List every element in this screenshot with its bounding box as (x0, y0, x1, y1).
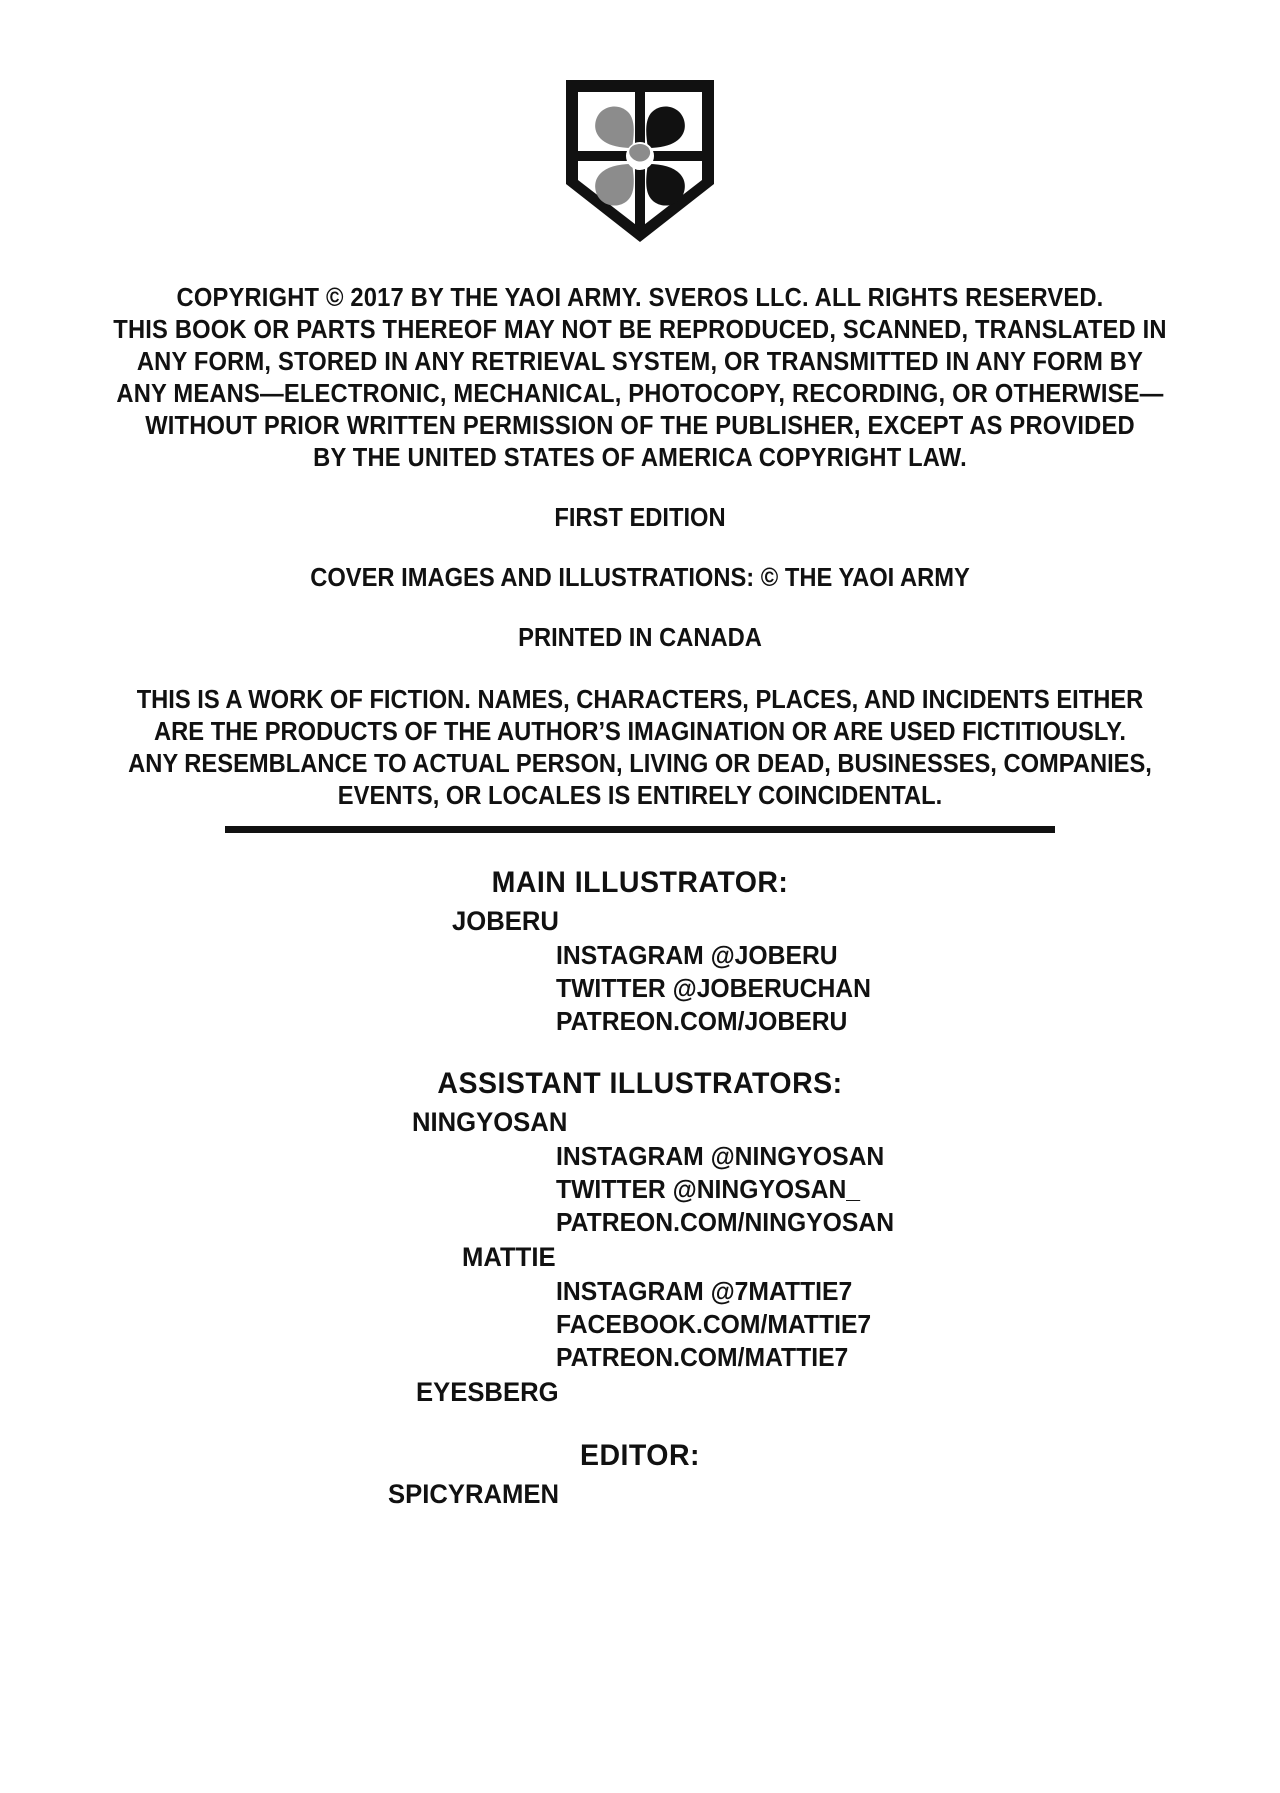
shield-clover-logo-icon (562, 76, 718, 246)
credit-handle[interactable]: TWITTER @NINGYOSAN_ (556, 1174, 861, 1204)
credit-person-name: JOBERU (452, 906, 559, 936)
edition-statement: FIRST EDITION (554, 504, 726, 532)
credits-section (0, 863, 1280, 1512)
credit-handle[interactable]: TWITTER @JOBERUCHAN (556, 973, 871, 1003)
credit-person-name: SPICYRAMEN (388, 1479, 560, 1509)
credit-handle[interactable]: INSTAGRAM @7MATTIE7 (556, 1276, 853, 1306)
copyright-line: THIS BOOK OR PARTS THEREOF MAY NOT BE REPRODUCED, SCANNED, TRANSLATED IN (113, 316, 1167, 344)
copyright-line: ANY FORM, STORED IN ANY RETRIEVAL SYSTEM, OR TRANSMITTED IN ANY FORM BY (136, 348, 1144, 376)
credit-person-name: MATTIE (462, 1242, 556, 1272)
credits-heading-assistant-illustrators: ASSISTANT ILLUSTRATORS: (437, 1067, 843, 1100)
section-divider (225, 826, 1055, 833)
credit-handle[interactable]: INSTAGRAM @JOBERU (556, 940, 838, 970)
cover-credit: COVER IMAGES AND ILLUSTRATIONS: © THE YAOI ARMY (310, 564, 970, 592)
credit-person-name: NINGYOSAN (412, 1107, 568, 1137)
credit-handle[interactable]: PATREON.COM/NINGYOSAN (556, 1207, 895, 1237)
publisher-logo-container (0, 0, 1280, 246)
copyright-line: BY THE UNITED STATES OF AMERICA COPYRIGHT LAW. (313, 444, 967, 472)
credits-heading-main-illustrator: MAIN ILLUSTRATOR: (491, 866, 789, 899)
disclaimer-line: EVENTS, OR LOCALES IS ENTIRELY COINCIDENTAL. (337, 782, 943, 810)
credit-handle[interactable]: FACEBOOK.COM/MATTIE7 (556, 1309, 872, 1339)
disclaimer-line: THIS IS A WORK OF FICTION. NAMES, CHARACTERS, PLACES, AND INCIDENTS EITHER (136, 686, 1144, 714)
copyright-line: WITHOUT PRIOR WRITTEN PERMISSION OF THE PUBLISHER, EXCEPT AS PROVIDED (145, 412, 1135, 440)
copyright-line: ANY MEANS—ELECTRONIC, MECHANICAL, PHOTOCOPY, RECORDING, OR OTHERWISE— (116, 380, 1164, 408)
fiction-disclaimer (0, 684, 1280, 812)
credit-person-name: EYESBERG (416, 1377, 559, 1407)
credits-heading-editor: EDITOR: (580, 1439, 700, 1472)
copyright-line: COPYRIGHT © 2017 BY THE YAOI ARMY. SVEROS LLC. ALL RIGHTS RESERVED. (176, 284, 1104, 312)
credit-handle[interactable]: PATREON.COM/JOBERU (556, 1006, 848, 1036)
credit-handle[interactable]: PATREON.COM/MATTIE7 (556, 1342, 849, 1372)
credit-handle[interactable]: INSTAGRAM @NINGYOSAN (556, 1141, 885, 1171)
disclaimer-line: ANY RESEMBLANCE TO ACTUAL PERSON, LIVING OR DEAD, BUSINESSES, COMPANIES, (128, 750, 1152, 778)
printed-in: PRINTED IN CANADA (518, 624, 762, 652)
disclaimer-line: ARE THE PRODUCTS OF THE AUTHOR’S IMAGINATION OR ARE USED FICTITIOUSLY. (154, 718, 1126, 746)
copyright-notice (0, 282, 1280, 474)
